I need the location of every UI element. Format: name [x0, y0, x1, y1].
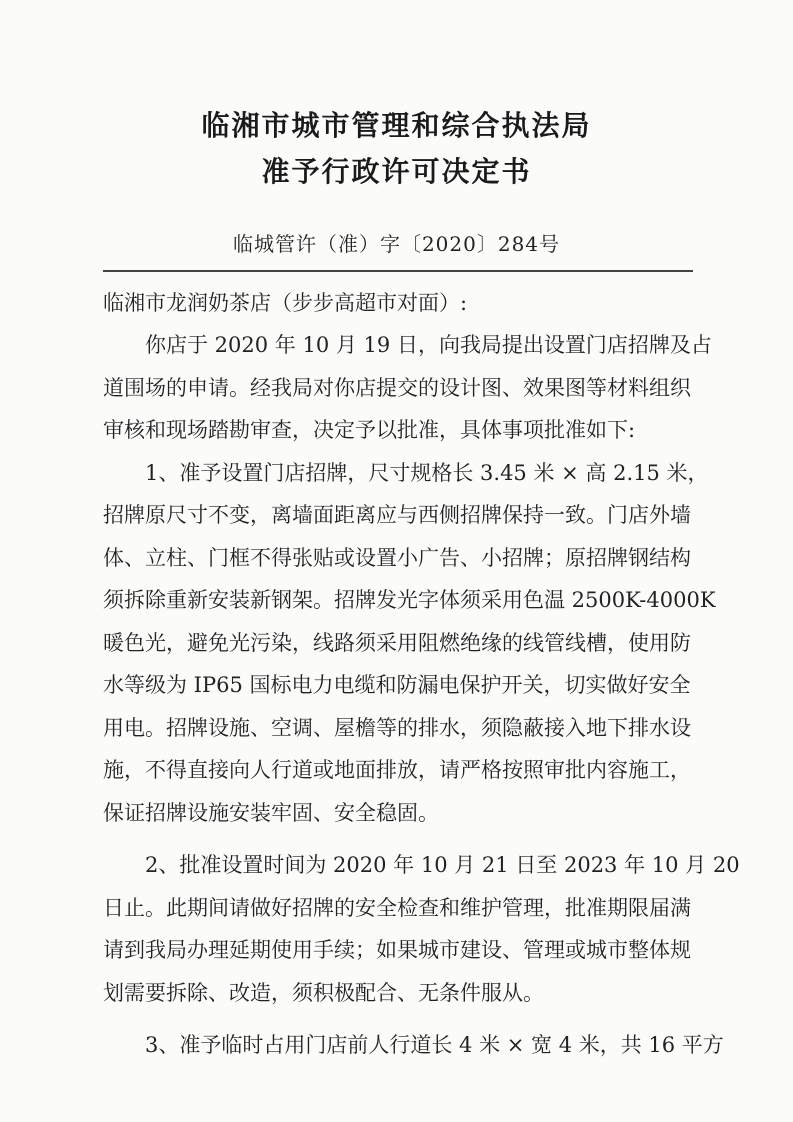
text-line: 须拆除重新安装新钢架。招牌发光字体须采用色温 2500K-4000K	[103, 588, 716, 612]
text-line: 2、批准设置时间为 2020 年 10 月 21 日至 2023 年 10 月 20	[103, 853, 740, 877]
text-line: 暖色光，避免光污染，线路须采用阻燃绝缘的线管线槽，使用防	[103, 630, 691, 655]
document-title: 准予行政许可决定书	[261, 155, 532, 188]
text-line: 体、立柱、门框不得张贴或设置小广告、小招牌；原招牌钢结构	[103, 545, 691, 570]
text-line: 1、准予设置门店招牌，尺寸规格长 3.45 米 × 高 2.15 米，	[103, 460, 709, 485]
text-line: 你店于 2020 年 10 月 19 日，向我局提出设置门店招牌及占	[103, 333, 712, 357]
document-body	[103, 324, 740, 1067]
paragraph-3	[103, 844, 740, 1014]
text-line: 施，不得直接向人行道或地面排放，请严格按照审批内容施工，	[103, 758, 691, 782]
text-line: 划需要拆除、改造，须积极配合、无条件服从。	[103, 980, 544, 1005]
text-line: 日止。此期间请做好招牌的安全检查和维护管理，批准期限届满	[103, 895, 691, 920]
text-line: 请到我局办理延期使用手续；如果城市建设、管理或城市整体规	[103, 938, 691, 962]
paragraph-gap	[103, 834, 693, 844]
document-number: 临城管许（准）字〔2020〕284号	[232, 232, 561, 256]
text-line: 招牌原尺寸不变，离墙面距离应与西侧招牌保持一致。门店外墙	[103, 503, 691, 527]
header-divider	[103, 270, 693, 272]
text-line: 审核和现场踏勘审查，决定予以批准，具体事项批准如下:	[103, 418, 636, 442]
agency-title: 临湘市城市管理和综合执法局	[201, 109, 592, 142]
addressee: 临湘市龙润奶茶店（步步高超市对面）:	[103, 291, 468, 315]
text-line: 用电。招牌设施、空调、屋檐等的排水，须隐蔽接入地下排水设	[103, 715, 691, 740]
text-line: 道围场的申请。经我局对你店提交的设计图、效果图等材料组织	[103, 375, 691, 400]
text-line: 3、准予临时占用门店前人行道长 4 米 × 宽 4 米，共 16 平方	[103, 1033, 724, 1057]
paragraph-1	[103, 324, 712, 452]
paragraph-gap	[103, 1014, 693, 1024]
text-line: 水等级为 IP65 国标电力电缆和防漏电保护开关，切实做好安全	[103, 673, 691, 697]
text-line: 保证招牌设施安装牢固、安全稳固。	[103, 800, 439, 825]
paragraph-2	[103, 452, 716, 835]
paragraph-4	[103, 1024, 724, 1067]
